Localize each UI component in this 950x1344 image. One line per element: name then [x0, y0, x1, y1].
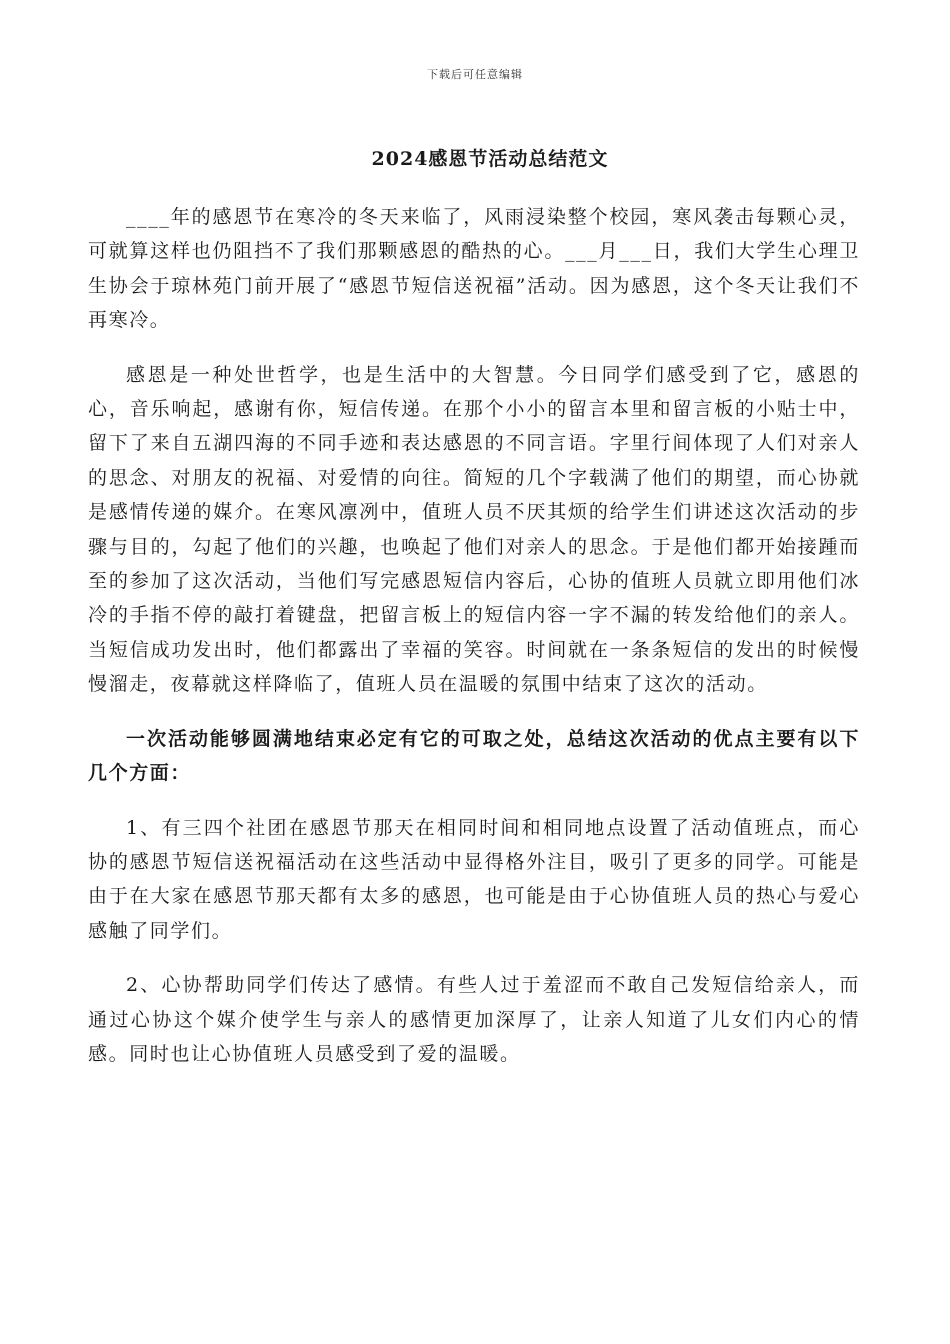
document-title: 2024感恩节活动总结范文: [371, 148, 609, 170]
paragraph-intro: ____年的感恩节在寒冷的冬天来临了，风雨浸染整个校园，寒风袭击每颗心灵，可就算这样也仍阻挡不了我们那颗感恩的酷热的心。___月___日，我们大学生心理卫生协会于琼林苑门前开展了“感恩节短信送祝福”活动。因为感恩，这个冬天让我们不再寒冷。: [88, 206, 860, 332]
document-body: [88, 200, 860, 1091]
header-note: 下载后可任意编辑: [427, 68, 523, 81]
paragraph-point-1: 1、有三四个社团在感恩节那天在相同时间和相同地点设置了活动值班点，而心协的感恩节短信送祝福活动在这些活动中显得格外注目，吸引了更多的同学。可能是由于在大家在感恩节那天都有太多的感恩，也可能是由于心协值班人员的热心与爱心感触了同学们。: [88, 816, 860, 942]
paragraph-point-2: 2、心协帮助同学们传达了感情。有些人过于羞涩而不敢自己发短信给亲人，而通过心协这个媒介使学生与亲人的感情更加深厚了，让亲人知道了儿女们内心的情感。同时也让心协值班人员感受到了爱的温暖。: [88, 974, 860, 1065]
paragraph-activity-description: 感恩是一种处世哲学，也是生活中的大智慧。今日同学们感受到了它，感恩的心，音乐响起，感谢有你，短信传递。在那个小小的留言本里和留言板的小贴士中，留下了来自五湖四海的不同手迹和表达感恩的不同言语。字里行间体现了人们对亲人的思念、对朋友的祝福、对爱情的向往。简短的几个字载满了他们的期望，而心协就是感情传递的媒介。在寒风凛冽中，值班人员不厌其烦的给学生们讲述这次活动的步骤与目的，勾起了他们的兴趣，也唤起了他们对亲人的思念。于是他们都开始接踵而至的参加了这次活动，当他们写完感恩短信内容后，心协的值班人员就立即用他们冰冷的手指不停的敲打着键盘，把留言板上的短信内容一字不漏的转发给他们的亲人。当短信成功发出时，他们都露出了幸福的笑容。时间就在一条条短信的发出的时候慢慢溜走，夜幕就这样降临了，值班人员在温暖的氛围中结束了这次的活动。: [88, 363, 860, 696]
paragraph-summary-heading: 一次活动能够圆满地结束必定有它的可取之处，总结这次活动的优点主要有以下几个方面：: [88, 727, 860, 785]
